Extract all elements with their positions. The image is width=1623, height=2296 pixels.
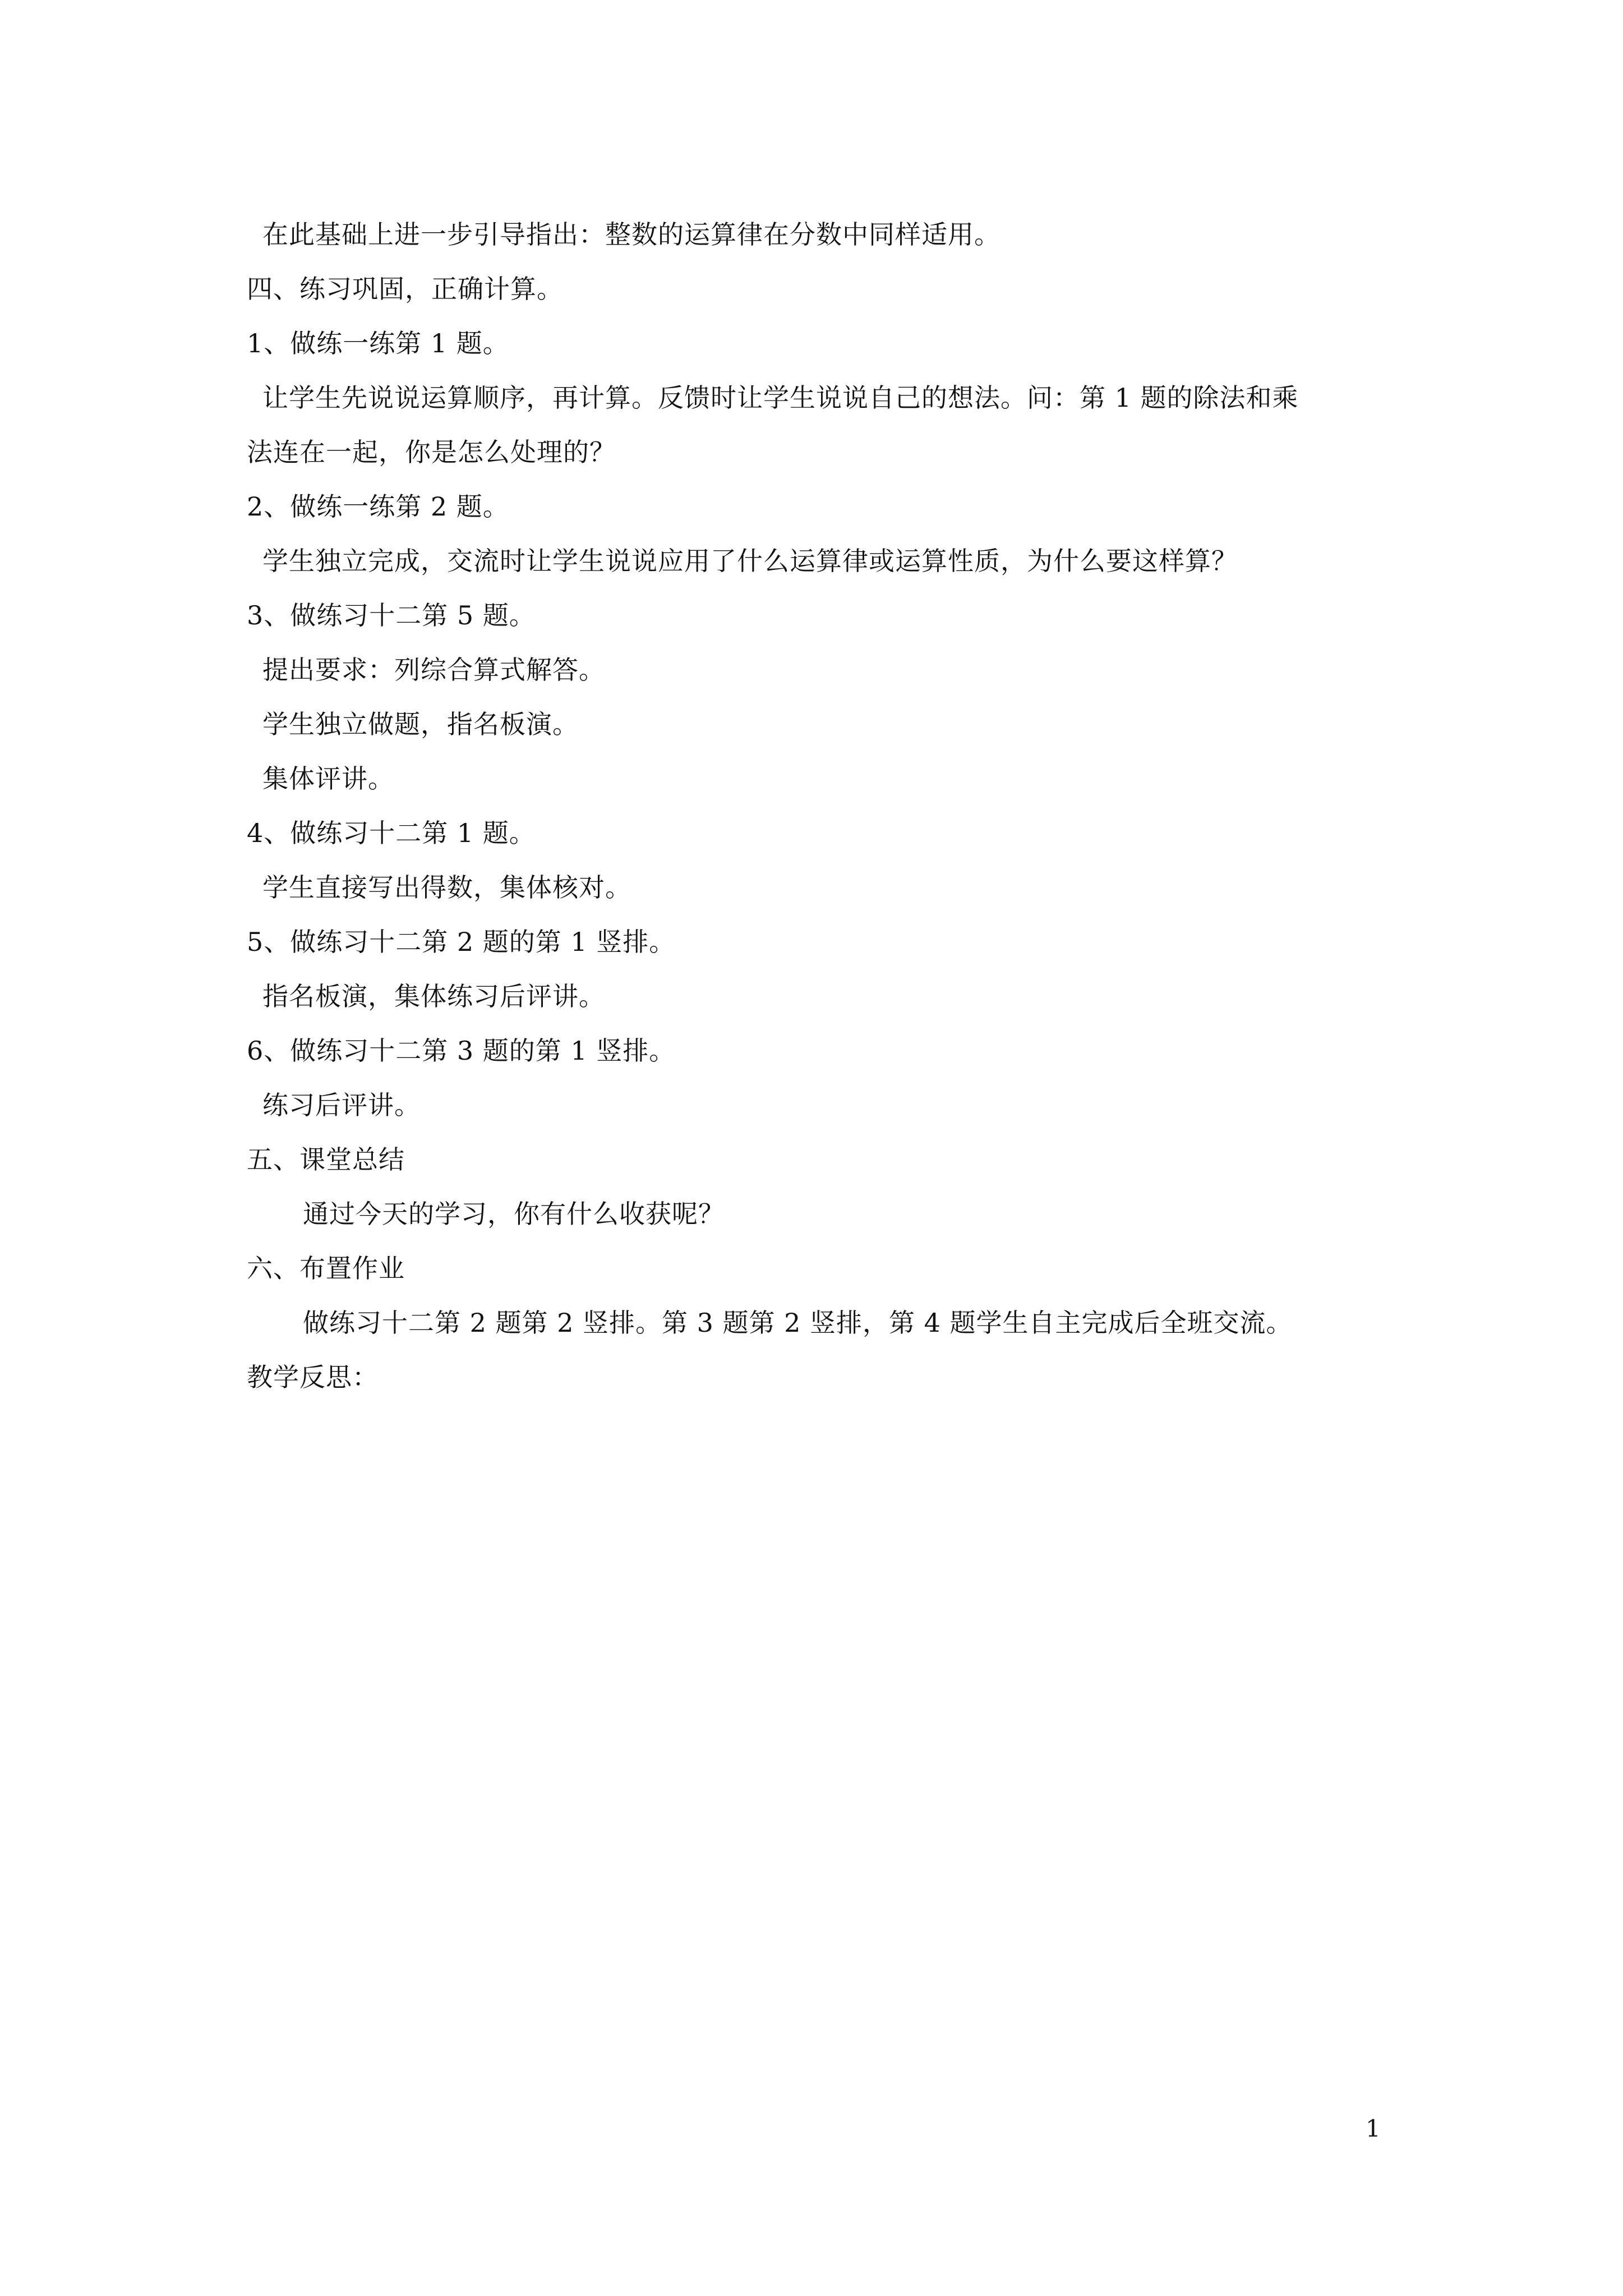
list-item-heading: 5、做练习十二第 2 题的第 1 竖排。 [247, 927, 676, 957]
paragraph-line: 学生独立完成，交流时让学生说说应用了什么运算律或运算性质，为什么要这样算？ [262, 546, 1238, 576]
section-heading: 四、练习巩固，正确计算。 [247, 274, 563, 304]
paragraph-line: 在此基础上进一步引导指出：整数的运算律在分数中同样适用。 [262, 219, 1000, 250]
paragraph-line: 学生直接写出得数，集体核对。 [262, 872, 631, 903]
page-number: 1 [1366, 2115, 1381, 2142]
paragraph-line: 练习后评讲。 [262, 1090, 421, 1120]
section-heading: 教学反思： [247, 1362, 379, 1392]
document-body [247, 208, 1402, 1405]
section-heading: 五、课堂总结 [247, 1144, 405, 1175]
paragraph-line: 法连在一起，你是怎么处理的？ [247, 437, 616, 467]
paragraph-line: 集体评讲。 [262, 763, 394, 794]
paragraph-line: 指名板演，集体练习后评讲。 [262, 981, 605, 1011]
paragraph-line: 通过今天的学习，你有什么收获呢？ [303, 1199, 725, 1229]
list-item-heading: 3、做练习十二第 5 题。 [247, 600, 536, 631]
list-item-heading: 1、做练一练第 1 题。 [247, 328, 509, 358]
list-item-heading: 6、做练习十二第 3 题的第 1 竖排。 [247, 1036, 676, 1066]
list-item-heading: 2、做练一练第 2 题。 [247, 491, 509, 522]
section-heading: 六、布置作业 [247, 1253, 405, 1283]
paragraph-line: 提出要求：列综合算式解答。 [262, 655, 605, 685]
list-item-heading: 4、做练习十二第 1 题。 [247, 818, 536, 848]
paragraph-line: 做练习十二第 2 题第 2 竖排。第 3 题第 2 竖排，第 4 题学生自主完成后全班交流。 [303, 1308, 1293, 1338]
paragraph-line: 学生独立做题，指名板演。 [262, 709, 579, 739]
paragraph-line: 让学生先说说运算顺序，再计算。反馈时让学生说说自己的想法。问：第 1 题的除法和乘 [262, 383, 1299, 413]
